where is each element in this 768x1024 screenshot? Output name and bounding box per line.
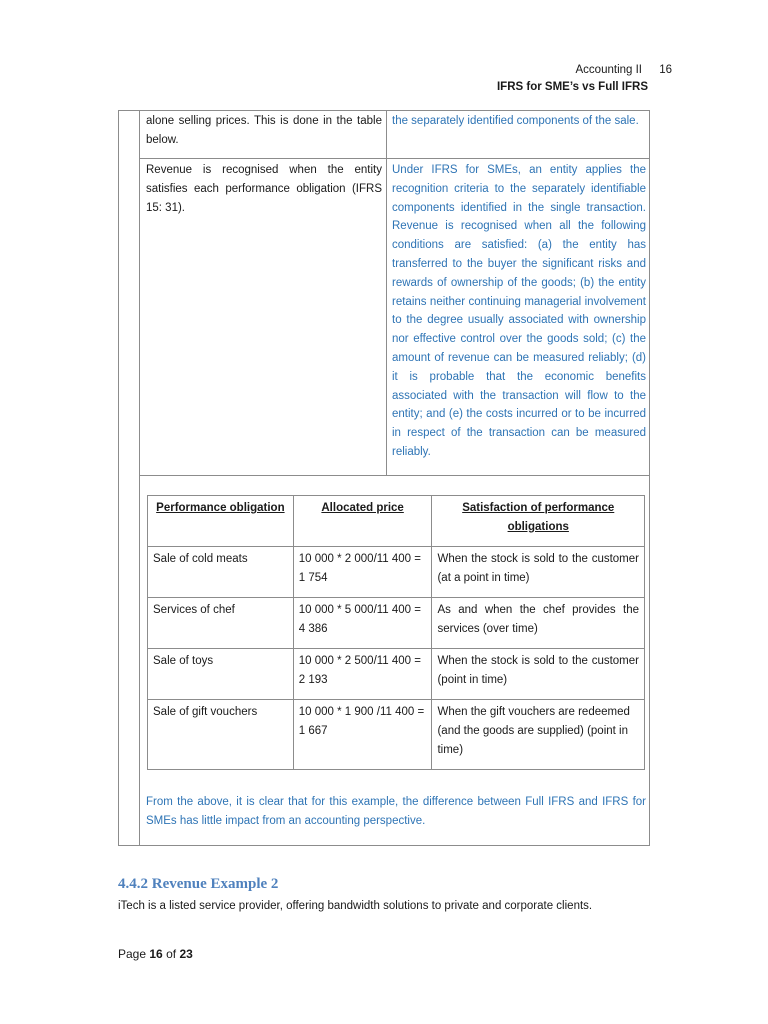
page-footer	[118, 947, 193, 961]
header-allocated-price: Allocated price	[293, 496, 432, 547]
table-row	[148, 700, 645, 770]
price-cell: 10 000 * 2 500/11 400 = 2 193	[293, 649, 432, 700]
obligation-cell: Services of chef	[148, 598, 294, 649]
page-total: 23	[179, 947, 193, 961]
table-row	[148, 547, 645, 598]
table-left-border	[139, 111, 140, 845]
satisfaction-cell: When the gift vouchers are redeemed (and the goods are supplied) (point in time)	[432, 700, 645, 770]
satisfaction-cell: When the stock is sold to the customer (at a point in time)	[432, 547, 645, 598]
course-name: Accounting II	[575, 64, 642, 76]
table-column-divider	[386, 111, 387, 475]
table-header-row	[148, 496, 645, 547]
header-page-number: 16	[659, 64, 672, 76]
page-current: 16	[149, 947, 163, 961]
price-cell: 10 000 * 5 000/11 400 = 4 386	[293, 598, 432, 649]
row2-full-ifrs-text: Revenue is recognised when the entity satisfies each performance obligation (IFRS 15: 31).	[146, 164, 382, 214]
section-heading: 4.4.2 Revenue Example 2	[118, 876, 279, 892]
obligation-cell: Sale of cold meats	[148, 547, 294, 598]
of-label: of	[166, 947, 177, 961]
obligation-cell: Sale of toys	[148, 649, 294, 700]
satisfaction-cell: When the stock is sold to the customer (point in time)	[432, 649, 645, 700]
table-row	[148, 649, 645, 700]
performance-obligation-table	[147, 495, 645, 770]
row2-ifrs-sme-text: Under IFRS for SMEs, an entity applies the recognition criteria to the separately identifiable components identified in the single transaction. Revenue is recognised when all the following conditions are satisfied: (a) the entity has transferred to the buyer the significant risks and rewards of ownership of the goods; (b) the entity retains neither continuing managerial involvement to the degree usually associated with ownership nor effective control over the goods sold; (c) the amount of revenue can be measured reliably; (d) it is probable that the economic benefits associated with the transaction will flow to the entity; and (e) the costs incurred or to be incurred in respect of the transaction can be measured reliably.	[392, 164, 646, 458]
obligation-cell: Sale of gift vouchers	[148, 700, 294, 770]
table-row-divider	[139, 475, 649, 476]
page-label: Page	[118, 947, 147, 961]
table-row-divider	[139, 158, 649, 159]
section-paragraph: iTech is a listed service provider, offering bandwidth solutions to private and corporate clients.	[118, 900, 593, 912]
price-cell: 10 000 * 1 900 /11 400 = 1 667	[293, 700, 432, 770]
conclusion-text: From the above, it is clear that for this example, the difference between Full IFRS and IFRS for SMEs has little impact from an accounting perspective.	[146, 796, 646, 827]
row1-full-ifrs-text: alone selling prices. This is done in the table below.	[146, 115, 382, 146]
comparison-table	[118, 110, 650, 846]
header-satisfaction: Satisfaction of performance obligations	[432, 496, 645, 547]
header-subtitle: IFRS for SME’s vs Full IFRS	[496, 81, 648, 93]
page-header	[497, 62, 672, 96]
table-row	[148, 598, 645, 649]
header-obligation: Performance obligation	[148, 496, 294, 547]
row1-ifrs-sme-text: the separately identified components of the sale.	[392, 115, 639, 127]
satisfaction-cell: As and when the chef provides the services (over time)	[432, 598, 645, 649]
price-cell: 10 000 * 2 000/11 400 = 1 754	[293, 547, 432, 598]
